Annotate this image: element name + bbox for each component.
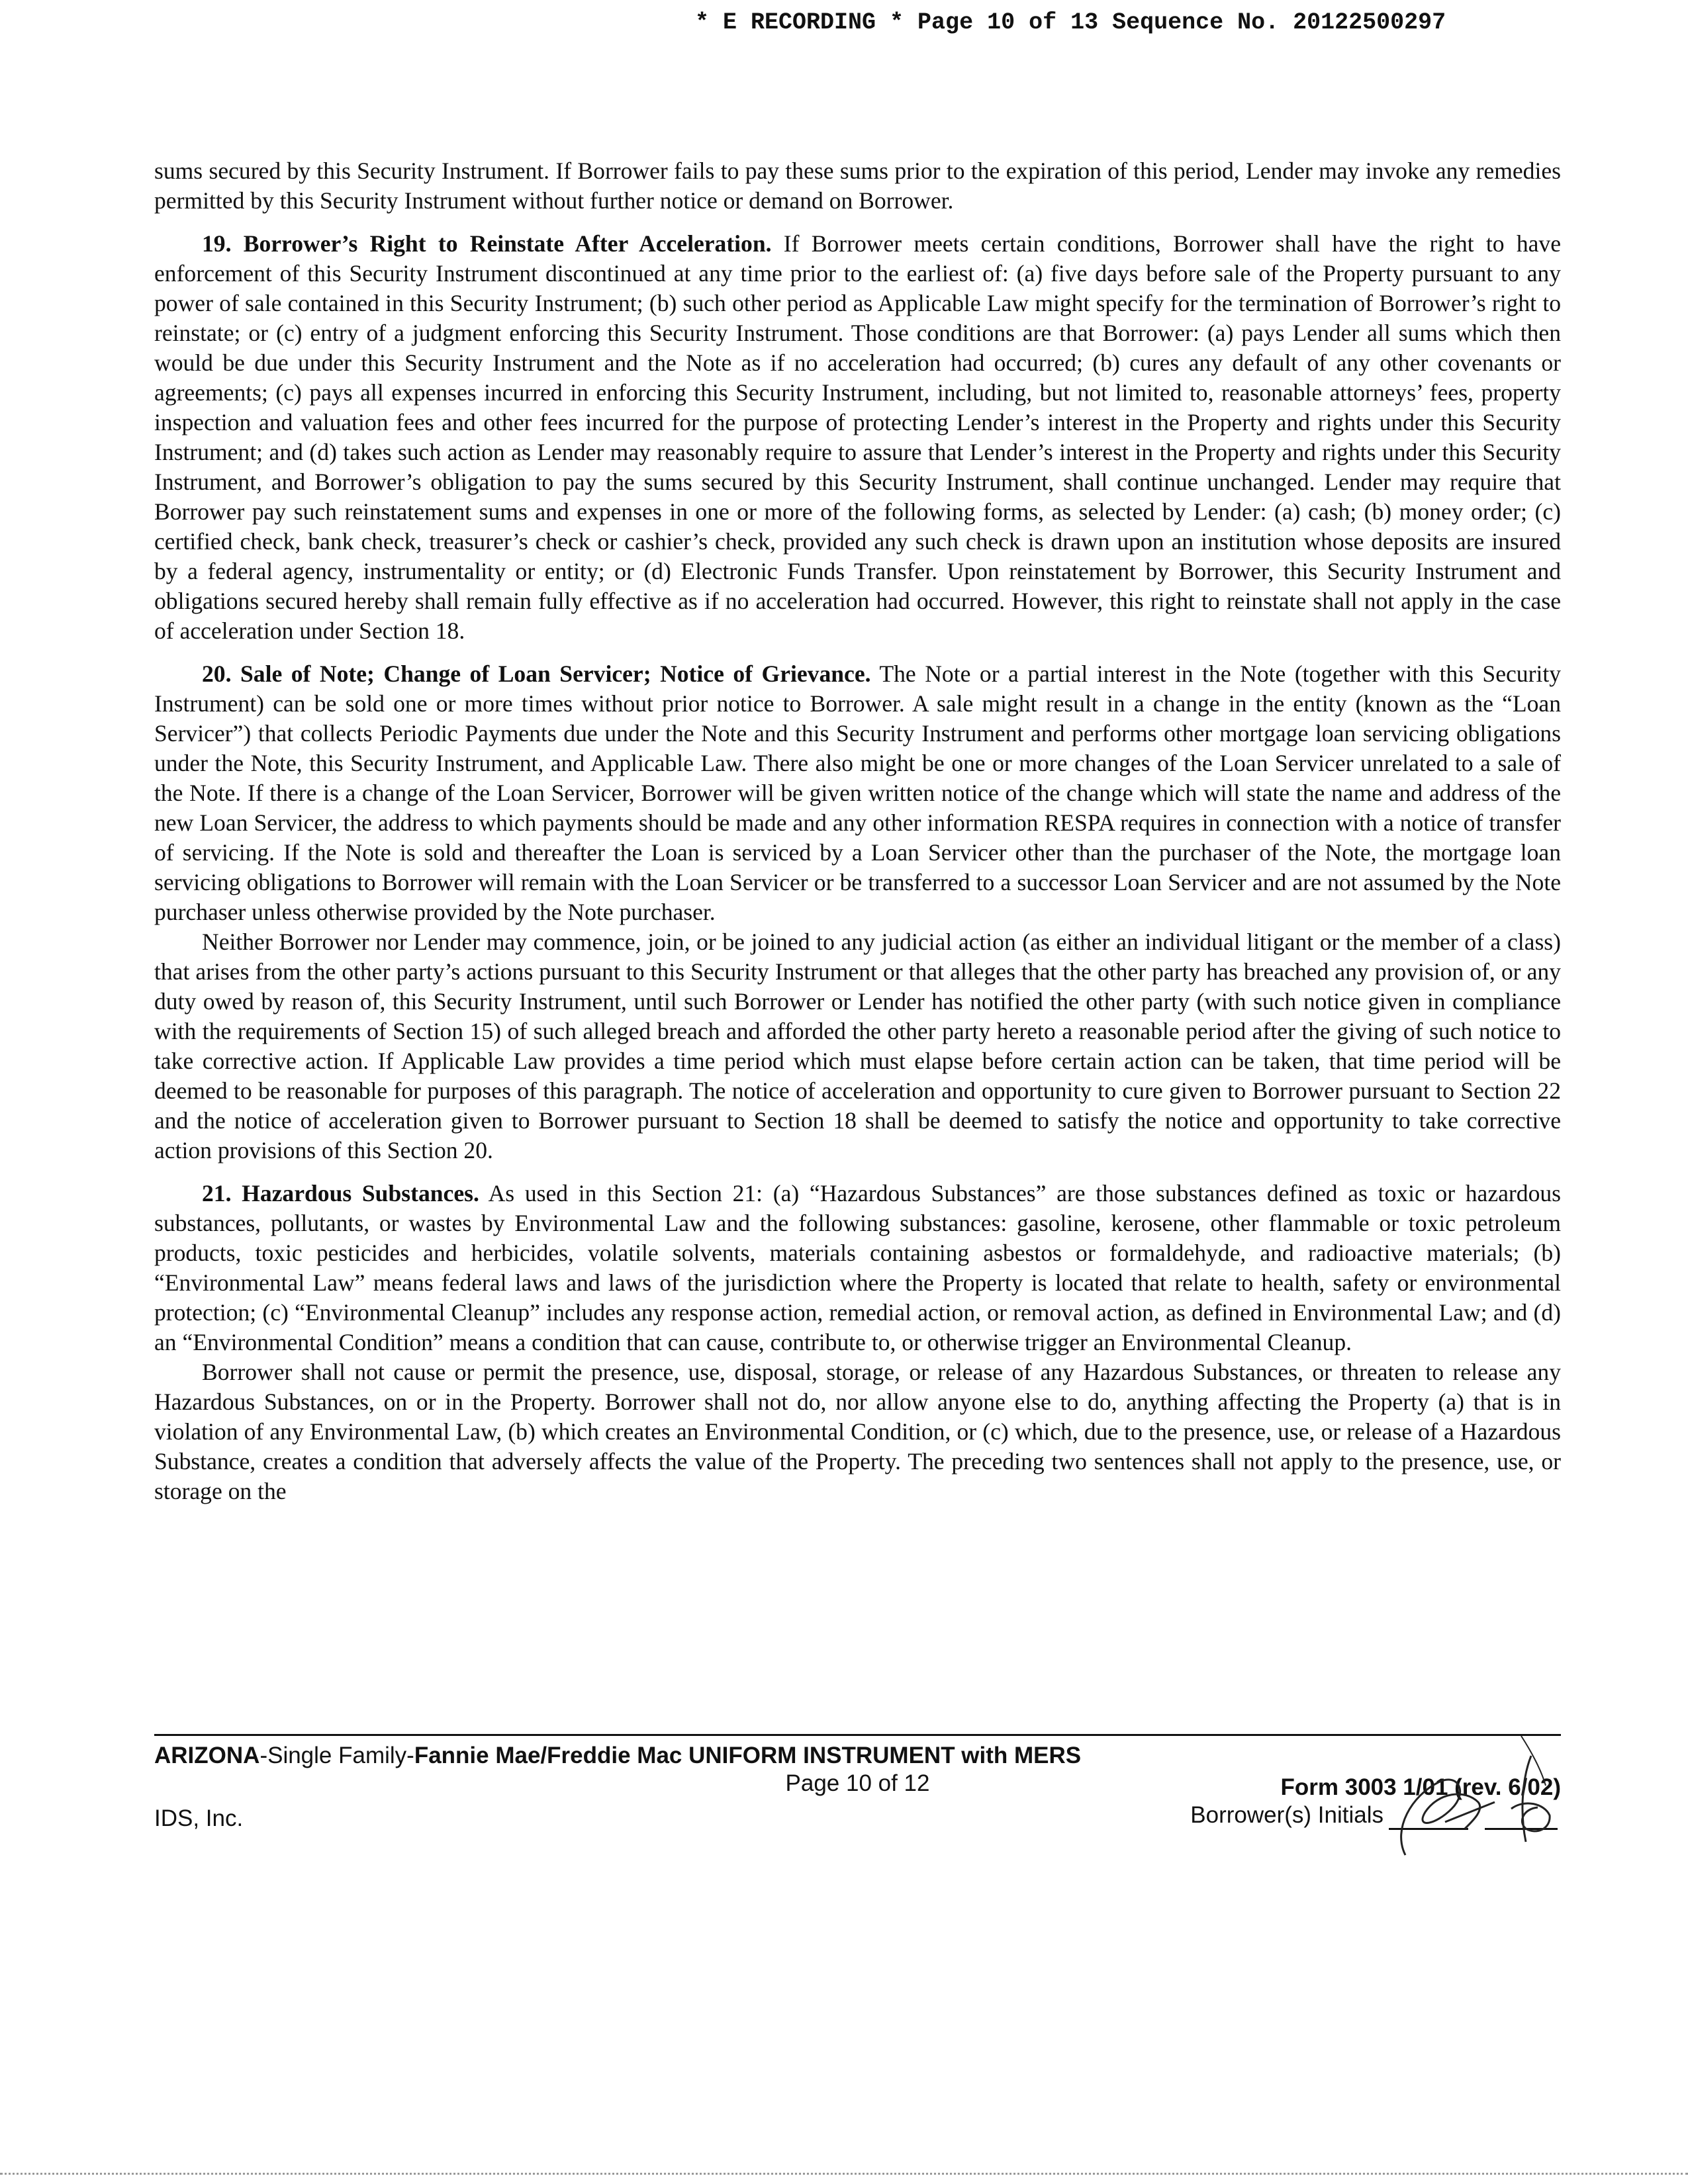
footer-instrument: Fannie Mae/Freddie Mac UNIFORM INSTRUMENT with MERS [414, 1743, 1082, 1768]
borrower-initials-label: Borrower(s) Initials [1190, 1802, 1383, 1828]
section-21-heading: 21. Hazardous Substances. [202, 1180, 479, 1206]
footer-title [154, 1743, 1081, 1769]
scan-edge-divider [0, 2173, 1688, 2175]
section-20-heading: 20. Sale of Note; Change of Loan Servicer; Notice of Grievance. [202, 660, 871, 687]
footer-company: IDS, Inc. [154, 1805, 244, 1831]
footer-state: ARIZONA [154, 1743, 260, 1768]
section-20-text: The Note or a partial interest in the Note (together with this Security Instrument) can be sold one or more times without prior notice to Borrower. A sale might result in a change in the entity (known as the “Loan Servicer”) that collects Periodic Payments due under the Note and this Security Instrument and performs other mortgage loan servicing obligations under the Note, this Security Instrument, and Applicable Law. There also might be one or more changes of the Loan Servicer unrelated to a sale of the Note. If there is a change of the Loan Servicer, Borrower will be given written notice of the change which will state the name and address of the new Loan Servicer, the address to which payments should be made and any other information RESPA requires in connection with a notice of transfer of servicing. If the Note is sold and thereafter the Loan is serviced by a Loan Servicer other than the purchaser of the Note, the mortgage loan servicing obligations to Borrower will remain with the Loan Servicer or be transferred to a successor Loan Servicer and are not assumed by the Note purchaser unless otherwise provided by the Note purchaser. [154, 660, 1561, 925]
footer-family: -Single Family- [259, 1743, 414, 1768]
footer-form-number: Form 3003 1/01 (rev. 6/02) [1280, 1774, 1561, 1800]
section-20 [154, 659, 1561, 927]
document-body [154, 156, 1561, 1506]
footer-page-number: Page 10 of 12 [785, 1770, 930, 1796]
section-20-paragraph-2: Neither Borrower nor Lender may commence, join, or be joined to any judicial action (as either an individual litigant or the member of a class) that arises from the other party’s actions pursuant to this Security Instrument or that alleges that the other party has breached any provision of, or any duty owed by reason of, this Security Instrument, until such Borrower or Lender has notified the other party (with such notice given in compliance with the requirements of Section 15) of such alleged breach and afforded the other party hereto a reasonable period after the giving of such notice to take corrective action. If Applicable Law provides a time period which must elapse before certain action can be taken, that time period will be deemed to be reasonable for purposes of this paragraph. The notice of acceleration and opportunity to cure given to Borrower pursuant to Section 22 and the notice of acceleration given to Borrower pursuant to Section 18 shall be deemed to satisfy the notice and opportunity to take corrective action provisions of this Section 20. [154, 929, 1561, 1163]
carryover-paragraph: sums secured by this Security Instrument. If Borrower fails to pay these sums prior to the expiration of this period, Lender may invoke any remedies permitted by this Security Instrument without further notice or demand on Borrower. [154, 158, 1561, 214]
recording-header: * E RECORDING * Page 10 of 13 Sequence No. 20122500297 [695, 9, 1446, 36]
section-21-paragraph-2: Borrower shall not cause or permit the presence, use, disposal, storage, or release of any Hazardous Substances, or threaten to release any Hazardous Substances, on or in the Property. Borrower shall not do, nor allow anyone else to do, anything affecting the Property (a) that is in violation of any Environmental Law, (b) which creates an Environmental Condition, or (c) which, due to the presence, use, or release of a Hazardous Substance, creates a condition that adversely affects the value of the Property. The preceding two sentences shall not apply to the presence, use, or storage on the [154, 1359, 1561, 1504]
section-19-heading: 19. Borrower’s Right to Reinstate After Acceleration. [202, 230, 772, 257]
form-footer [154, 1734, 1561, 1868]
section-21 [154, 1179, 1561, 1357]
section-19 [154, 229, 1561, 646]
section-19-text: If Borrower meets certain conditions, Borrower shall have the right to have enforcement of this Security Instrument discontinued at any time prior to the earliest of: (a) five days before sale of the Property pursuant to any power of sale contained in this Security Instrument; (b) such other period as Applicable Law might specify for the termination of Borrower’s right to reinstate; or (c) entry of a judgment enforcing this Security Instrument. Those conditions are that Borrower: (a) pays Lender all sums which then would be due under this Security Instrument and the Note as if no acceleration had occurred; (b) cures any default of any other covenants or agreements; (c) pays all expenses incurred in enforcing this Security Instrument, including, but not limited to, reasonable attorneys’ fees, property inspection and valuation fees and other fees incurred for the purpose of protecting Lender’s interest in the Property and rights under this Security Instrument; and (d) takes such action as Lender may reasonably require to assure that Lender’s interest in the Property and rights under this Security Instrument, and Borrower’s obligation to pay the sums secured by this Security Instrument, shall continue unchanged. Lender may require that Borrower pay such reinstatement sums and expenses in one or more of the following forms, as selected by Lender: (a) cash; (b) money order; (c) certified check, bank check, treasurer’s check or cashier’s check, provided any such check is drawn upon an institution whose deposits are insured by a federal agency, instrumentality or entity; or (d) Electronic Funds Transfer. Upon reinstatement by Borrower, this Security Instrument and obligations secured hereby shall remain fully effective as if no acceleration had occurred. However, this right to reinstate shall not apply in the case of acceleration under Section 18. [154, 230, 1561, 644]
section-21-text: As used in this Section 21: (a) “Hazardous Substances” are those substances defined as toxic or hazardous substances, pollutants, or wastes by Environmental Law and the following substances: gasoline, kerosene, other flammable or toxic petroleum products, toxic pesticides and herbicides, volatile solvents, materials containing asbestos or formaldehyde, and radioactive materials; (b) “Environmental Law” means federal laws and laws of the jurisdiction where the Property is located that relate to health, safety or environmental protection; (c) “Environmental Cleanup” includes any response action, remedial action, or removal action, as defined in Environmental Law; and (d) an “Environmental Condition” means a condition that can cause, contribute to, or otherwise trigger an Environmental Cleanup. [154, 1180, 1561, 1355]
handwritten-initials-icon [1352, 1729, 1571, 1882]
